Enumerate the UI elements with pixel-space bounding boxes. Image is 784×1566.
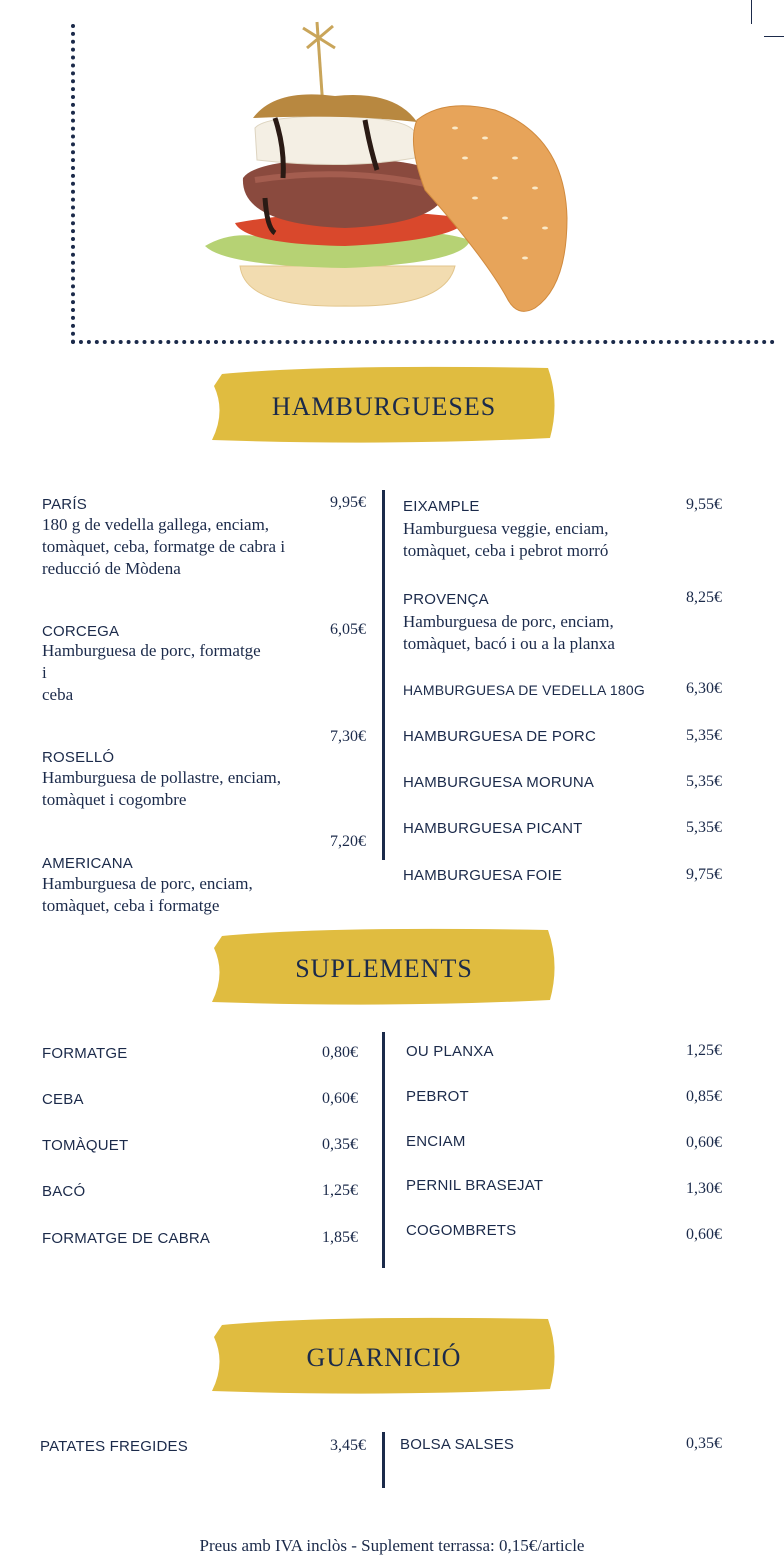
item-price: 0,80€: [322, 1044, 358, 1061]
item-price: 0,60€: [686, 1134, 722, 1151]
item-price: 9,75€: [686, 866, 722, 883]
item-description: Hamburguesa veggie, enciam, tomàquet, ceba i pebrot morró: [403, 519, 609, 560]
item-name: CEBA: [42, 1091, 84, 1108]
item-price: 0,60€: [322, 1090, 358, 1107]
item-name: FORMATGE DE CABRA: [42, 1230, 211, 1247]
column-divider: [382, 1032, 385, 1268]
item-name: PEBROT: [406, 1088, 469, 1105]
item-description: Hamburguesa de pollastre, enciam, tomàquet i cogombre: [42, 768, 282, 809]
item-price: 0,35€: [322, 1136, 358, 1153]
burger-photo: [195, 18, 585, 324]
bottom-bun: [240, 266, 455, 306]
item-price: 9,55€: [686, 496, 722, 513]
item-description: Hamburguesa de porc, enciam, tomàquet, ceba i formatge: [42, 874, 253, 915]
item-name: AMERICANA: [42, 855, 133, 872]
item-description: Hamburguesa de porc, enciam, tomàquet, bacó i ou a la planxa: [403, 612, 615, 653]
item-price: 1,30€: [686, 1180, 722, 1197]
item-name: TOMÀQUET: [42, 1137, 129, 1154]
item-name: ROSELLÓ: [42, 749, 115, 766]
item-description: 180 g de vedella gallega, enciam, tomàquet, ceba, formatge de cabra i reducció de Mòdena: [42, 515, 286, 578]
item-name: BOLSA SALSES: [400, 1436, 515, 1453]
crop-mark-horizontal: [764, 36, 784, 37]
item-description: Hamburguesa de porc, formatge i ceba: [42, 641, 261, 704]
section-title: GUARNICIÓ: [306, 1343, 462, 1372]
item-price: 5,35€: [686, 819, 722, 836]
item-name: PROVENÇA: [403, 591, 489, 608]
item-price: 0,35€: [686, 1435, 722, 1452]
footer-note: Preus amb IVA inclòs - Suplement terrassa: 0,15€/article: [199, 1536, 585, 1555]
item-name: CORCEGA: [42, 623, 120, 640]
item-price: 9,95€: [330, 494, 366, 511]
item-name: HAMBURGUESA PICANT: [403, 820, 583, 837]
section-title: SUPLEMENTS: [295, 954, 473, 983]
item-name: HAMBURGUESA DE PORC: [403, 728, 596, 745]
item-price: 1,25€: [322, 1182, 358, 1199]
item-name: HAMBURGUESA DE VEDELLA 180G: [403, 682, 645, 698]
column-divider: [382, 490, 385, 860]
item-price: 0,60€: [686, 1226, 722, 1243]
item-price: 5,35€: [686, 727, 722, 744]
section-banner-guarnicio: [208, 1313, 560, 1397]
item-name: FORMATGE: [42, 1045, 128, 1062]
item-price: 1,85€: [322, 1229, 358, 1246]
item-name: OU PLANXA: [406, 1043, 494, 1060]
item-price: 0,85€: [686, 1088, 722, 1105]
item-price: 5,35€: [686, 773, 722, 790]
item-name: BACÓ: [42, 1183, 86, 1200]
item-name: ENCIAM: [406, 1133, 466, 1150]
section-banner-suplements: [208, 924, 560, 1008]
crop-mark-vertical: [751, 0, 752, 24]
item-name: PARÍS: [42, 496, 87, 513]
item-name: HAMBURGUESA MORUNA: [403, 774, 595, 791]
item-price: 6,05€: [330, 621, 366, 638]
item-price: 8,25€: [686, 589, 722, 606]
section-banner-hamburgueses: [208, 362, 560, 446]
item-name: PERNIL BRASEJAT: [406, 1177, 544, 1194]
column-divider: [382, 1432, 385, 1488]
item-name: COGOMBRETS: [406, 1222, 517, 1239]
item-price: 6,30€: [686, 680, 722, 697]
item-price: 7,20€: [330, 833, 366, 850]
item-name: PATATES FREGIDES: [40, 1438, 188, 1455]
item-price: 3,45€: [330, 1437, 366, 1454]
item-price: 1,25€: [686, 1042, 722, 1059]
item-name: EIXAMPLE: [403, 498, 480, 515]
item-price: 7,30€: [330, 728, 366, 745]
item-name: HAMBURGUESA FOIE: [403, 867, 563, 884]
section-title: HAMBURGUESES: [271, 392, 497, 421]
